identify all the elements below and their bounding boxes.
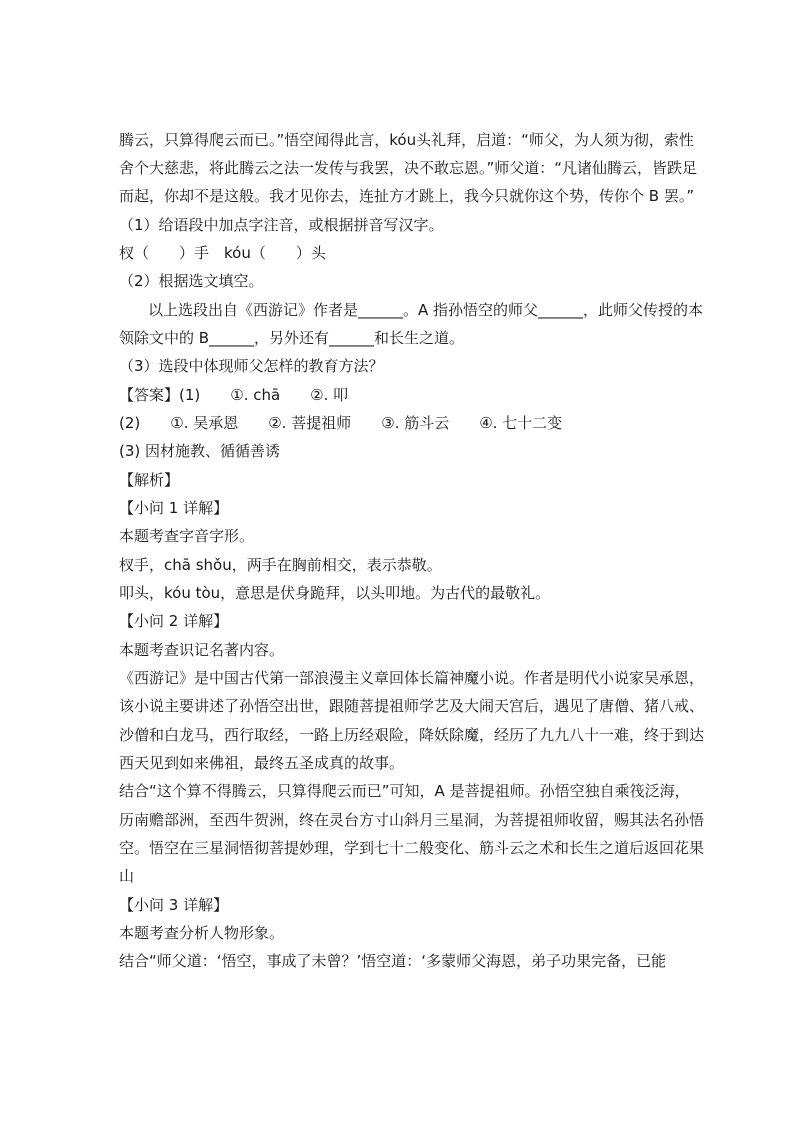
analysis-line: 山	[119, 867, 135, 885]
analysis-line: 空。悟空在三星洞悟彻菩提妙理，学到七十二般变化、筋斗云之术和长生之道后返回花果	[119, 839, 705, 857]
sub-question-3-heading: 【小问 3 详解】	[119, 896, 229, 914]
question-3-prompt: （3）选段中体现师父怎样的教育方法？	[119, 357, 384, 375]
question-2-prompt: （2）根据选文填空。	[119, 272, 264, 290]
analysis-line: 该小说主要讲述了孙悟空出世，跟随菩提祖师学艺及大闹天宫后，遇见了唐僧、猪八戒、	[119, 697, 705, 715]
analysis-line: 西天见到如来佛祖，最终五圣成真的故事。	[119, 754, 405, 772]
analysis-line: 《西游记》是中国古代第一部浪漫主义章回体长篇神魔小说。作者是明代小说家吴承恩，	[119, 669, 705, 687]
analysis-line: 本题考查识记名著内容。	[119, 641, 285, 659]
analysis-line: 结合“师父道：‘悟空，事成了未曾？’悟空道：‘多蒙师父海恩，弟子功果完备，已能	[119, 952, 667, 970]
analysis-line: 历南赡部洲，至西牛贺洲，终在灵台方寸山斜月三星洞，为菩提祖师收留，赐其法名孙悟	[119, 811, 705, 829]
analysis-heading: 【解析】	[119, 471, 180, 489]
answer-line: (2) ①. 吴承恩 ②. 菩提祖师 ③. 筋斗云 ④. 七十二变	[119, 414, 563, 432]
question-1-items: 杈（ ）手 kóu（ ）头	[119, 244, 326, 262]
analysis-line: 本题考查字音字形。	[119, 527, 255, 545]
analysis-line: 杈手，chā shǒu，两手在胸前相交，表示恭敬。	[119, 556, 442, 574]
answer-line: (3) 因材施教、循循善诱	[119, 442, 281, 460]
passage-line: 而起，你却不是这般。我才见你去，连扯方才跳上，我今只就你这个势，传你个 B 罢。”	[119, 187, 695, 205]
analysis-line: 结合“这个算不得腾云，只算得爬云而已”可知，A 是菩提祖师。孙悟空独自乘筏泛海，	[119, 782, 690, 800]
question-2-body: 领除文中的 B______，另外还有______和长生之道。	[119, 329, 465, 347]
question-1-prompt: （1）给语段中加点字注音，或根据拼音写汉字。	[119, 216, 444, 234]
analysis-line: 叩头，kóu tòu，意思是伏身跪拜，以头叩地。为古代的最敬礼。	[119, 584, 551, 602]
sub-question-2-heading: 【小问 2 详解】	[119, 612, 229, 630]
answer-line: 【答案】(1) ①. chā ②. 叩	[119, 386, 349, 404]
analysis-line: 沙僧和白龙马，西行取经，一路上历经艰险，降妖除魔，经历了九九八十一难，终于到达	[119, 726, 705, 744]
question-2-body: 以上选段出自《西游记》作者是______。A 指孙悟空的师父______，此师父传授的本	[148, 301, 704, 319]
passage-line: 腾云，只算得爬云而已。”悟空闻得此言，kóu头礼拜，启道：“师父，为人须为彻，索性	[119, 131, 694, 149]
sub-question-1-heading: 【小问 1 详解】	[119, 499, 229, 517]
analysis-line: 本题考查分析人物形象。	[119, 924, 285, 942]
passage-line: 舍个大慈悲，将此腾云之法一发传与我罢，决不敢忘恩。”师父道：“凡诸仙腾云，皆跌足	[119, 159, 698, 177]
